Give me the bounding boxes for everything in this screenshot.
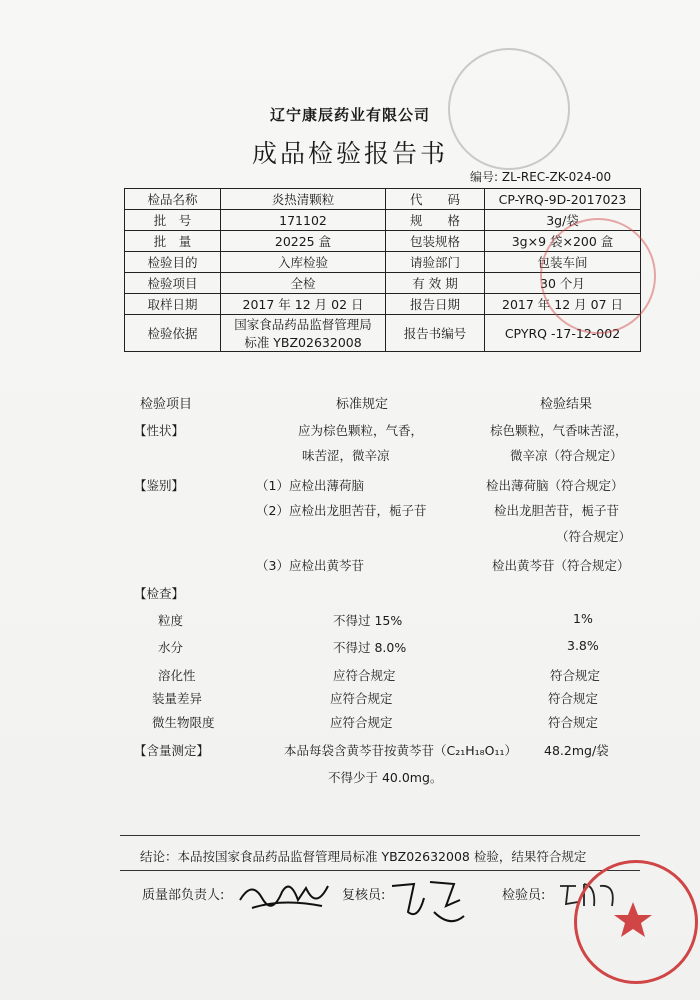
report-title: 成品检验报告书 [251, 139, 448, 168]
standard-text: （3）应检出黄芩苷 [256, 558, 364, 573]
cell-label: 检验项目 [125, 273, 221, 294]
divider [120, 870, 640, 871]
result-text: 检出黄芩苷（符合规定） [492, 558, 630, 573]
cell-value: 30 个月 [485, 273, 641, 294]
header-result: 检验结果 [540, 397, 593, 412]
cell-value: CPYRQ -17-12-002 [485, 315, 641, 352]
standard-text: 味苦涩，微辛凉 [302, 448, 390, 463]
standard-text: 应为棕色颗粒，气香， [298, 423, 424, 438]
cell-label: 检品名称 [125, 189, 221, 210]
conclusion: 结论：本品按国家食品药品监督管理局标准 YBZ02632008 检验，结果符合规定 [140, 849, 587, 864]
company-name: 辽宁康辰药业有限公司 [269, 106, 430, 124]
check-standard: 不得过 15% [333, 613, 403, 628]
cell-value: 包装车间 [485, 252, 641, 273]
check-standard: 不得过 8.0% [333, 640, 407, 655]
header-item: 检验项目 [140, 397, 193, 412]
table-row [125, 210, 641, 231]
check-result: 3.8% [567, 638, 599, 653]
cell-value: 3g/袋 [485, 210, 641, 231]
cell-value: 3g×9 袋×200 盒 [485, 231, 641, 252]
divider [120, 835, 640, 836]
table-row [125, 189, 641, 210]
cell-value: 2017 年 12 月 02 日 [221, 294, 386, 315]
cell-value: 171102 [221, 210, 386, 231]
signature-quality-head [232, 870, 342, 920]
result-text: 棕色颗粒，气香味苦涩， [490, 423, 628, 438]
cell-label: 规 格 [386, 210, 485, 231]
standard-text: （1）应检出薄荷脑 [256, 478, 364, 493]
standard-text: 不得少于 40.0mg。 [328, 770, 443, 785]
section-label: 【含量测定】 [134, 743, 210, 758]
cell-label: 批 量 [125, 231, 221, 252]
cell-label: 请验部门 [386, 252, 485, 273]
cell-value: 全检 [221, 273, 386, 294]
check-result: 符合规定 [548, 691, 599, 706]
quality-head-label: 质量部负责人: [142, 888, 225, 903]
check-item: 水分 [158, 640, 184, 655]
check-result: 1% [573, 611, 593, 626]
result-text: 微辛凉（符合规定） [510, 448, 623, 463]
doc-number: 编号: ZL-REC-ZK-024-00 [470, 170, 612, 184]
header-standard: 标准规定 [336, 397, 389, 412]
check-item: 溶化性 [158, 668, 196, 683]
check-standard: 应符合规定 [333, 668, 396, 683]
check-item: 装量差异 [152, 691, 203, 706]
cell-label: 报告日期 [386, 294, 485, 315]
check-standard: 应符合规定 [330, 715, 393, 730]
section-label: 【检查】 [134, 586, 185, 601]
cell-value [221, 315, 386, 352]
inspection-seal [540, 218, 656, 334]
cell-label: 有 效 期 [386, 273, 485, 294]
standard-text: 本品每袋含黄芩苷按黄芩苷（C₂₁H₁₈O₁₁） [284, 743, 518, 758]
reviewer-label: 复核员: [342, 888, 386, 903]
result-text: 检出薄荷脑（符合规定） [486, 478, 624, 493]
cell-label: 检验依据 [125, 315, 221, 352]
cell-label: 包装规格 [386, 231, 485, 252]
section-label: 【性状】 [134, 423, 185, 438]
result-text: 检出龙胆苦苷，栀子苷 [494, 503, 620, 518]
section-label: 【鉴别】 [134, 478, 185, 493]
check-item: 微生物限度 [152, 715, 215, 730]
cell-label: 批 号 [125, 210, 221, 231]
result-text: （符合规定） [556, 529, 632, 544]
cell-value: 2017 年 12 月 07 日 [485, 294, 641, 315]
cell-value: 20225 盒 [221, 231, 386, 252]
basis-line-2: 标准 YBZ02632008 [244, 335, 362, 350]
cell-value: CP-YRQ-9D-2017023 [485, 189, 641, 210]
signature-reviewer [384, 872, 474, 932]
check-result: 符合规定 [550, 668, 601, 683]
inspector-label: 检验员: [502, 888, 546, 903]
standard-text: （2）应检出龙胆苦苷，栀子苷 [256, 503, 427, 518]
cell-label: 报告书编号 [386, 315, 485, 352]
check-item: 粒度 [158, 613, 184, 628]
cell-value: 炎热清颗粒 [221, 189, 386, 210]
quality-seal [574, 860, 698, 984]
check-result: 符合规定 [548, 715, 599, 730]
result-text: 48.2mg/袋 [544, 743, 609, 758]
star-icon [574, 860, 692, 978]
cell-label: 取样日期 [125, 294, 221, 315]
basis-line-1: 国家食品药品监督管理局 [234, 317, 372, 332]
check-standard: 应符合规定 [330, 691, 393, 706]
cell-label: 代 码 [386, 189, 485, 210]
cell-value: 入库检验 [221, 252, 386, 273]
cell-label: 检验目的 [125, 252, 221, 273]
